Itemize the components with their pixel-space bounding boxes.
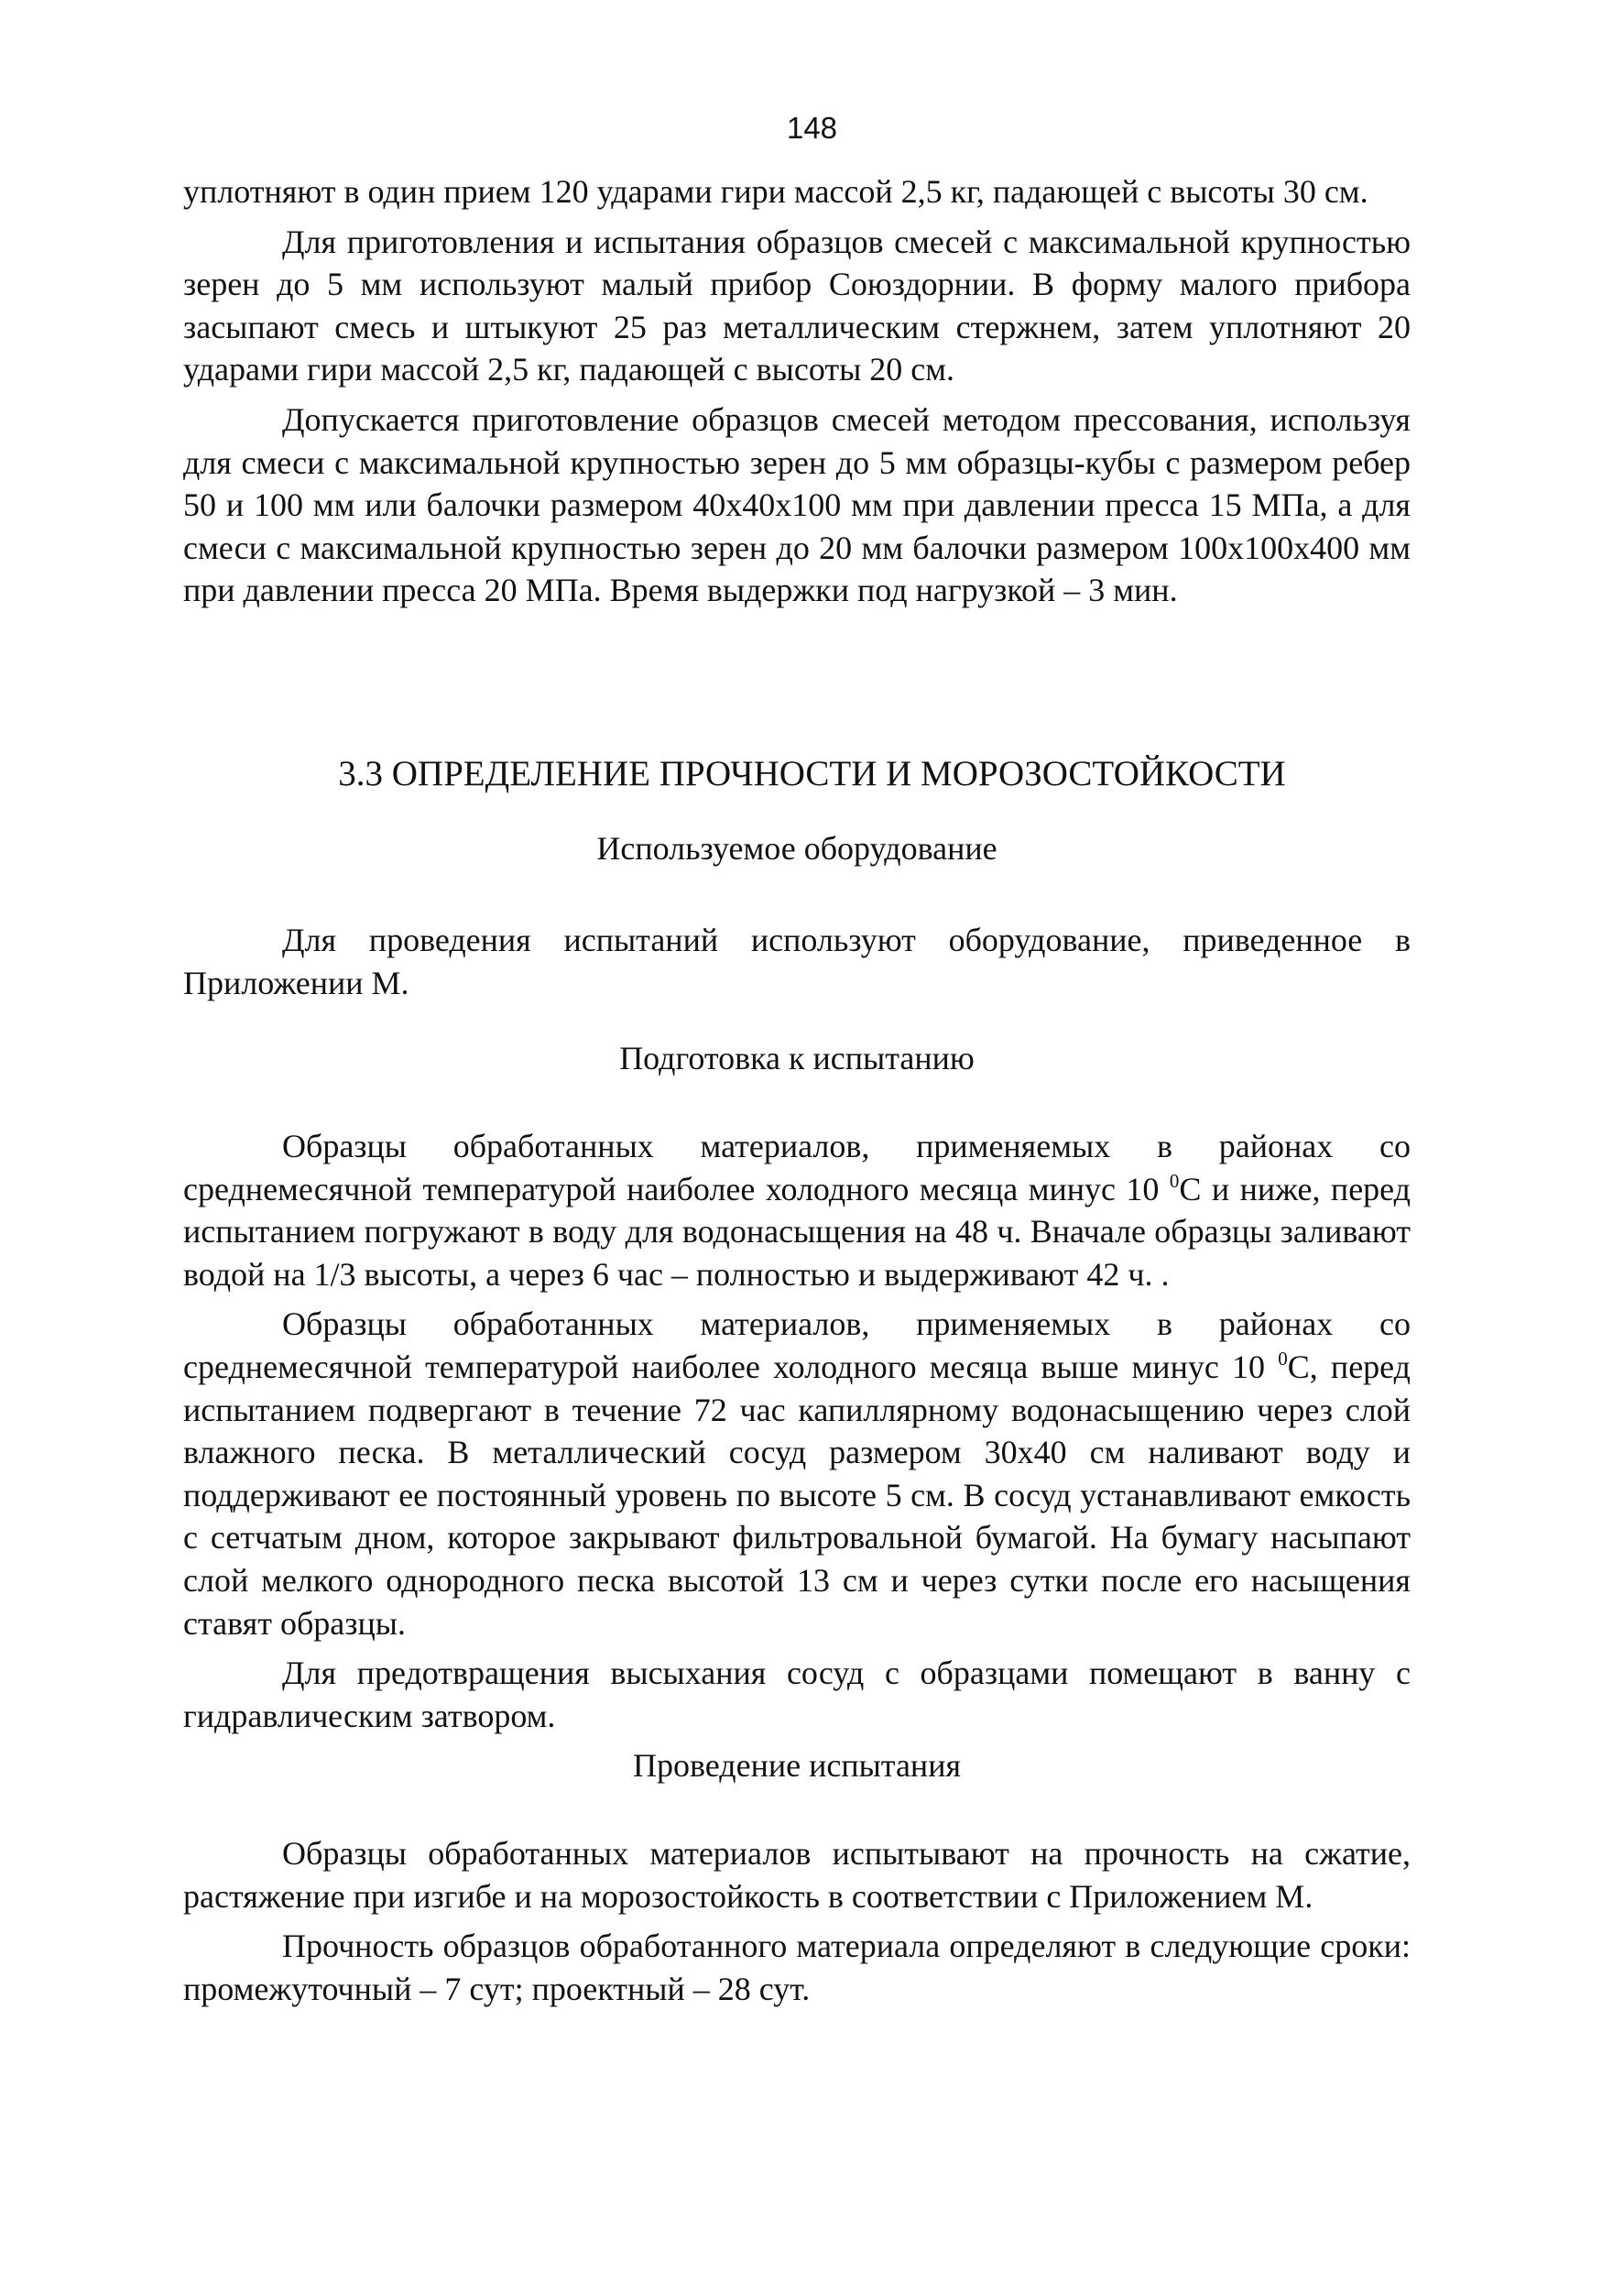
degree-superscript: 0 xyxy=(1278,1347,1288,1370)
paragraph-capillary-saturation xyxy=(183,1303,1411,1644)
paragraph-small-device: Для приготовления и испытания образцов смесей с максимальной крупностью зерен до 5 мм используют малый прибор Союздорнии. В форму малого прибора засыпают смесь и штыкуют 25 раз металлическим стержнем, затем уплотняют 20 ударами гири массой 2,5 кг, падающей с высоты 20 см. xyxy=(183,223,1411,388)
paragraph-compaction-continued: уплотняют в один прием 120 ударами гири массой 2,5 кг, падающей с высоты 30 см. xyxy=(183,173,1368,210)
capillary-text-start: Образцы обработанных материалов, применяемых в районах со среднемесячной температурой наиболее холодного месяца выше минус 10 xyxy=(183,1305,1411,1385)
testing-text-block xyxy=(183,1832,1411,2010)
subheading-testing: Проведение испытания xyxy=(632,1747,962,1784)
equipment-text-block xyxy=(183,919,1411,1004)
paragraph-pressing-method: Допускается приготовление образцов смесей методом прессования, используя для смеси с максимальной крупностью зерен до 5 мм образцы-кубы с размером ребер 50 и 100 мм или балочки размером 40х40х100 мм при давлении пресса 15 МПа, а для смеси с максимальной крупностью зерен до 20 мм балочки размером 100х100х400 мм при давлении пресса 20 МПа. Время выдержки под нагрузкой – 3 мин. xyxy=(183,400,1411,609)
preparation-text-block xyxy=(183,1125,1411,1737)
degree-superscript: 0 xyxy=(1169,1169,1180,1192)
subheading-preparation: Подготовка к испытанию xyxy=(619,1040,975,1076)
water-saturation-text-end: С и ниже, перед испытанием погружают в воду для водонасыщения на 48 ч. Вначале образцы заливают водой на 1/3 высоты, а через 6 час – полностью и выдерживают 42 ч. . xyxy=(183,1170,1411,1293)
intro-text-block xyxy=(183,170,1411,612)
section-title: 3.3 ОПРЕДЕЛЕНИЕ ПРОЧНОСТИ И МОРОЗОСТОЙКОСТИ xyxy=(338,754,1286,793)
paragraph-equipment: Для проведения испытаний используют оборудование, приведенное в Приложении М. xyxy=(183,922,1411,1001)
page-number: 148 xyxy=(786,111,838,145)
subheading-equipment: Используемое оборудование xyxy=(596,830,997,867)
paragraph-test-terms: Прочность образцов обработанного материала определяют в следующие сроки: промежуточный – 7 сут; проектный – 28 сут. xyxy=(183,1928,1411,2007)
paragraph-test-types: Образцы обработанных материалов испытывают на прочность на сжатие, растяжение при изгибе и на морозостойкость в соответствии с Приложением М. xyxy=(183,1835,1411,1915)
water-saturation-text-start: Образцы обработанных материалов, применяемых в районах со среднемесячной температурой наиболее холодного месяца минус 10 xyxy=(183,1128,1411,1207)
paragraph-water-saturation xyxy=(183,1125,1411,1295)
paragraph-drying-prevention: Для предотвращения высыхания сосуд с образцами помещают в ванну с гидравлическим затвором. xyxy=(183,1655,1411,1734)
capillary-text-end: С, перед испытанием подвергают в течение 72 час капиллярному водонасыщению через слой влажного песка. В металлический сосуд размером 30х40 см наливают воду и поддерживают ее постоянный уровень по высоте 5 см. В сосуд устанавливают емкость с сетчатым дном, которое закрывают фильтровальной бумагой. На бумагу насыпают слой мелкого однородного песка высотой 13 см и через сутки после его насыщения ставят образцы. xyxy=(183,1348,1411,1642)
